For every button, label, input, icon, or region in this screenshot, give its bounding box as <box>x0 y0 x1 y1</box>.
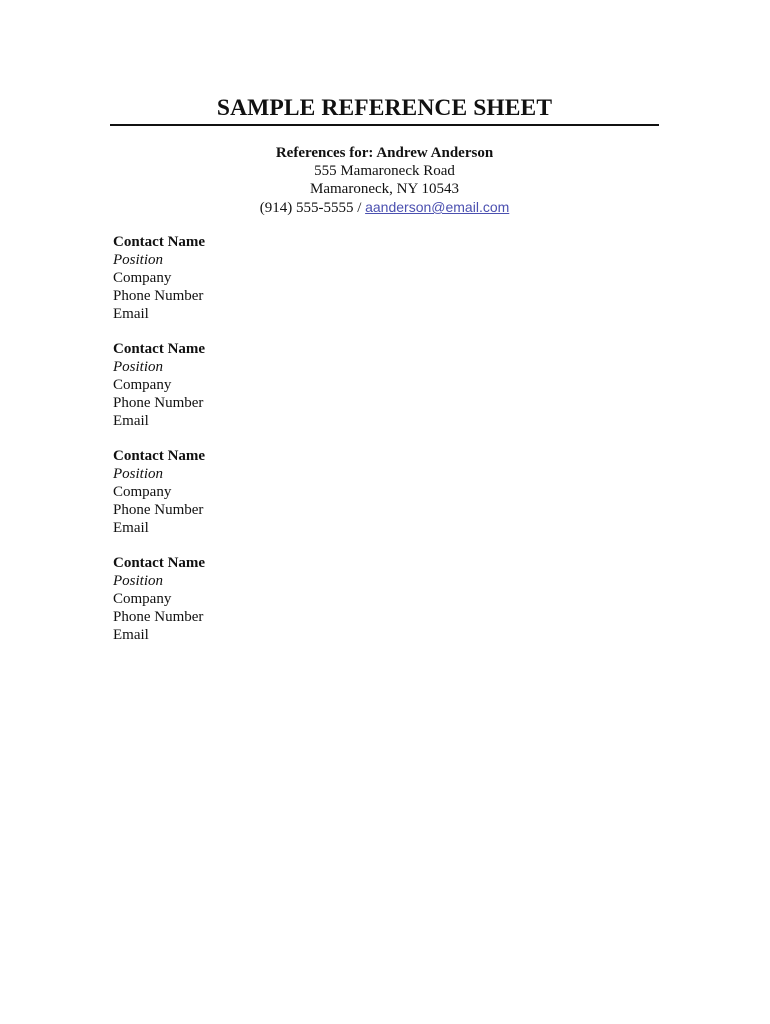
address-line-2: Mamaroneck, NY 10543 <box>310 181 459 197</box>
contact-line <box>110 198 659 217</box>
contact-company: Company <box>113 484 172 500</box>
contact-email: Email <box>113 306 149 322</box>
contact-phone: Phone Number <box>113 609 204 625</box>
contact-entry-1 <box>113 233 413 323</box>
contact-position: Position <box>113 359 164 375</box>
phone-number: (914) 555-5555 / <box>259 200 366 216</box>
contact-name: Contact Name <box>113 448 206 464</box>
address-line-1: 555 Mamaroneck Road <box>314 163 455 179</box>
email-link[interactable]: aanderson@email.com <box>365 199 510 215</box>
contact-name: Contact Name <box>113 341 206 357</box>
references-header <box>110 144 659 217</box>
contact-name: Contact Name <box>113 555 206 571</box>
contact-position: Position <box>113 466 164 482</box>
contact-phone: Phone Number <box>113 288 204 304</box>
contacts-list <box>113 233 413 661</box>
contact-company: Company <box>113 270 172 286</box>
contact-email: Email <box>113 627 149 643</box>
contact-entry-2 <box>113 340 413 430</box>
contact-entry-3 <box>113 447 413 537</box>
contact-name: Contact Name <box>113 234 206 250</box>
contact-position: Position <box>113 573 164 589</box>
references-for-label: References for: Andrew Anderson <box>275 145 494 161</box>
contact-phone: Phone Number <box>113 395 204 411</box>
contact-phone: Phone Number <box>113 502 204 518</box>
contact-email: Email <box>113 520 149 536</box>
page-title: SAMPLE REFERENCE SHEET <box>216 95 553 121</box>
contact-position: Position <box>113 252 164 268</box>
contact-entry-4 <box>113 554 413 644</box>
contact-email: Email <box>113 413 149 429</box>
contact-company: Company <box>113 591 172 607</box>
contact-company: Company <box>113 377 172 393</box>
title-divider <box>110 124 659 126</box>
